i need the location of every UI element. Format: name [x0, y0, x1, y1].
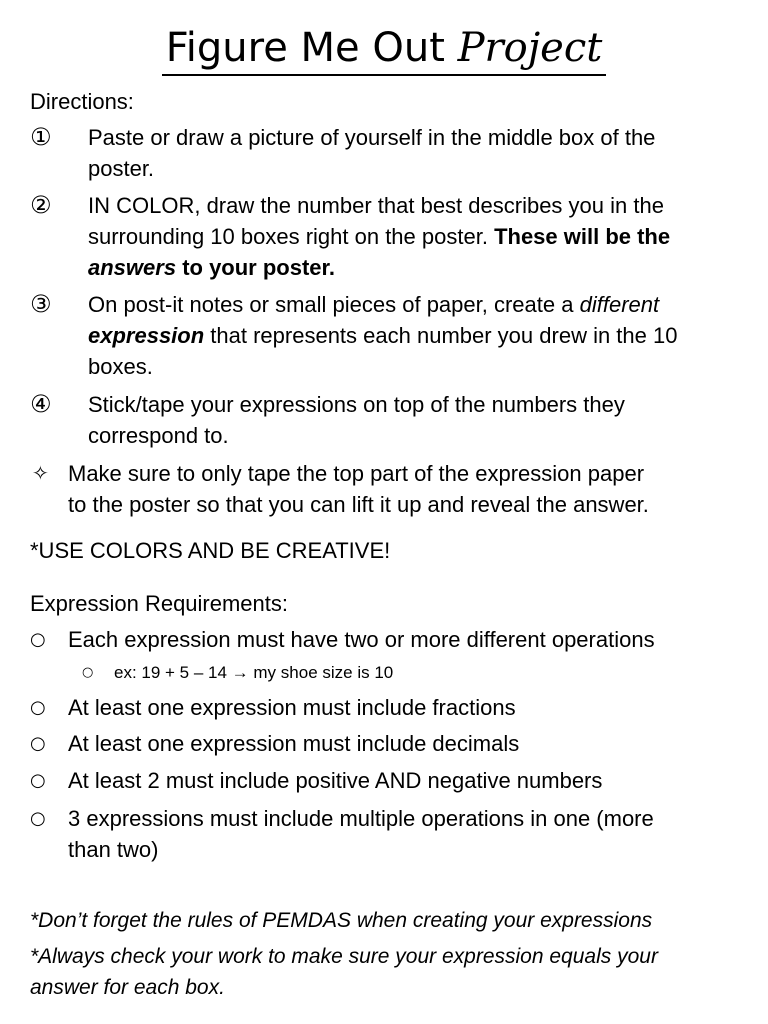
step-1-line-2: poster. — [88, 156, 155, 181]
circle-bullet-icon: ○ — [30, 770, 46, 791]
circle-bullet-small-icon: ○ — [82, 665, 94, 680]
directions-heading: Directions: — [30, 89, 134, 114]
step-1-marker: ① — [30, 123, 52, 151]
title-underlined — [162, 22, 607, 76]
step-4-text — [88, 389, 625, 451]
step-3-marker: ③ — [30, 290, 52, 318]
step-2-marker: ② — [30, 191, 52, 219]
step-3-text — [88, 289, 677, 382]
step-2-line-3 — [88, 252, 670, 283]
requirement-5-line-2: than two) — [68, 837, 159, 862]
requirement-3: At least one expression must include decimals — [68, 731, 520, 756]
step-3-line-1 — [88, 289, 677, 320]
page-title — [0, 22, 768, 76]
step-2-line-1: IN COLOR, draw the number that best describes you in the — [88, 193, 664, 218]
requirement-5 — [68, 803, 654, 865]
requirements-heading: Expression Requirements: — [30, 591, 289, 616]
step-4-line-2: correspond to. — [88, 423, 229, 448]
circle-bullet-icon: ○ — [30, 808, 46, 829]
requirement-1: Each expression must have two or more different operations — [68, 627, 655, 652]
circle-bullet-icon: ○ — [30, 733, 46, 754]
sparkle-icon: ✧ — [32, 461, 49, 485]
step-3-different-emphasis: different — [579, 292, 660, 317]
tip-line-1: Make sure to only tape the top part of the expression paper — [68, 461, 645, 486]
tip-line-2: to the poster so that you can lift it up and reveal the answer. — [68, 492, 649, 517]
step-1-text — [88, 122, 655, 184]
step-3-line-2 — [88, 320, 677, 351]
step-3-line-1-plain: On post-it notes or small pieces of paper, create a — [88, 292, 574, 317]
step-3-line-2-plain: that represents each number you drew in the 10 — [210, 323, 678, 348]
requirement-4: At least 2 must include positive AND negative numbers — [68, 768, 603, 793]
check-work-line-1: *Always check your work to make sure your expression equals your — [30, 945, 658, 968]
creative-note: *USE COLORS AND BE CREATIVE! — [30, 538, 391, 563]
step-2-line-2-plain: surrounding 10 boxes right on the poster. — [88, 224, 488, 249]
check-work-line-2: answer for each box. — [30, 976, 225, 999]
step-3-line-3: boxes. — [88, 354, 153, 379]
step-2-line-2-bold: These will be the — [494, 224, 671, 249]
requirement-example: ex: 19 + 5 – 14 → my shoe size is 10 — [114, 663, 394, 682]
step-2-line-3-bold: to your poster. — [182, 255, 335, 280]
step-1-line-1: Paste or draw a picture of yourself in the middle box of the — [88, 125, 656, 150]
step-2-line-2 — [88, 221, 670, 252]
circle-bullet-icon: ○ — [30, 629, 46, 650]
step-2-answers-emphasis: answers — [88, 255, 177, 280]
step-3-expression-emphasis: expression — [88, 323, 205, 348]
title-main: Figure Me Out — [165, 25, 445, 71]
step-4-line-1: Stick/tape your expressions on top of the numbers they — [88, 392, 625, 417]
tip-text — [68, 458, 649, 520]
circle-bullet-icon: ○ — [30, 697, 46, 718]
pemdas-note: *Don’t forget the rules of PEMDAS when creating your expressions — [30, 909, 653, 932]
step-2-text — [88, 190, 670, 283]
title-emphasis: Project — [457, 25, 603, 71]
requirement-5-line-1: 3 expressions must include multiple operations in one (more — [68, 806, 654, 831]
check-work-note — [30, 941, 658, 1003]
step-4-marker: ④ — [30, 390, 52, 418]
requirement-2: At least one expression must include fractions — [68, 695, 516, 720]
